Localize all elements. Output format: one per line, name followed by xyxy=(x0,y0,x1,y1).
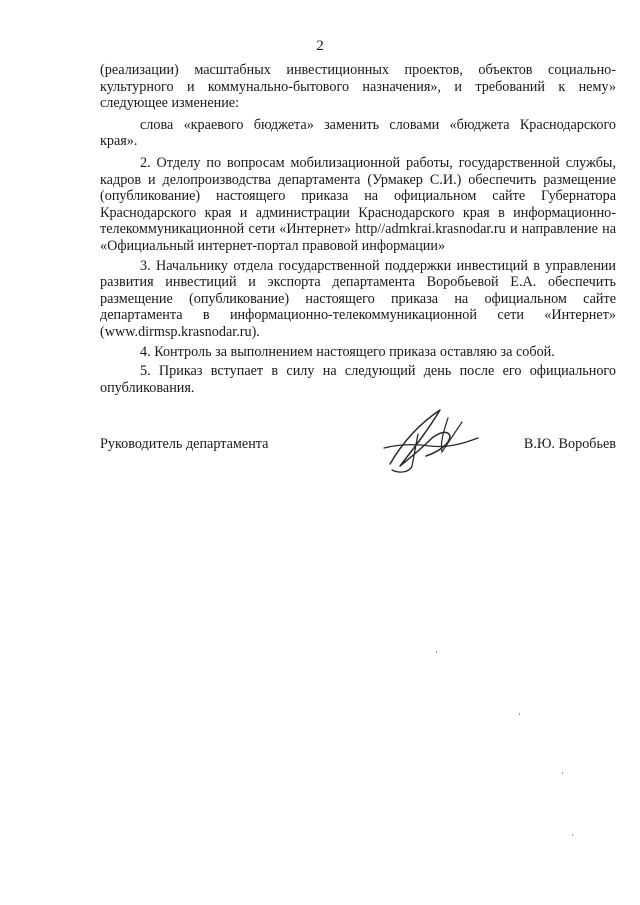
signature-block xyxy=(100,430,616,490)
paragraph-intro: (реализации) масштабных инвестиционных проектов, объектов социально-культурного и коммунально-бытового назначения», и требований к нему» следующее изменение: xyxy=(100,62,616,112)
paragraph-amendment: слова «краевого бюджета» заменить словами «бюджета Краснодарского края». xyxy=(100,116,616,150)
paragraph-item-4: 4. Контроль за выполнением настоящего приказа оставляю за собой. xyxy=(140,343,555,360)
handwritten-signature xyxy=(370,400,490,480)
paragraph-item-3: 3. Начальнику отдела государственной поддержки инвестиций в управлении развития инвестиций и экспорта департамента Воробьевой Е.А. обеспечить размещение (опубликование) настоящего приказа на официальном сайте департамента в информационно-телекоммуникационной сети «Интернет» (www.dirmsp.krasnodar.ru). xyxy=(100,257,616,340)
document-body xyxy=(100,62,616,396)
page-number: 2 xyxy=(316,38,324,54)
paragraph-item-5: 5. Приказ вступает в силу на следующий день после его официального опубликования. xyxy=(100,363,616,396)
paragraph-item-2: 2. Отделу по вопросам мобилизационной работы, государственной службы, кадров и делопроизводства департамента (Урмакер С.И.) обеспечить размещение (опубликование) настоящего приказа на официальном сайте Губернатора Краснодарского края и администрации Краснодарского края в информационно-телекоммуникационной сети «Интернет» http//admkrai.krasnodar.ru и направление на «Официальный интернет-портал правовой информации» xyxy=(100,154,616,254)
scan-speck xyxy=(519,713,520,715)
scan-speck xyxy=(436,651,437,653)
signatory-name: В.Ю. Воробьев xyxy=(523,436,616,452)
signatory-title: Руководитель департамента xyxy=(100,436,269,452)
scan-speck xyxy=(562,772,563,774)
scan-speck xyxy=(572,834,573,836)
